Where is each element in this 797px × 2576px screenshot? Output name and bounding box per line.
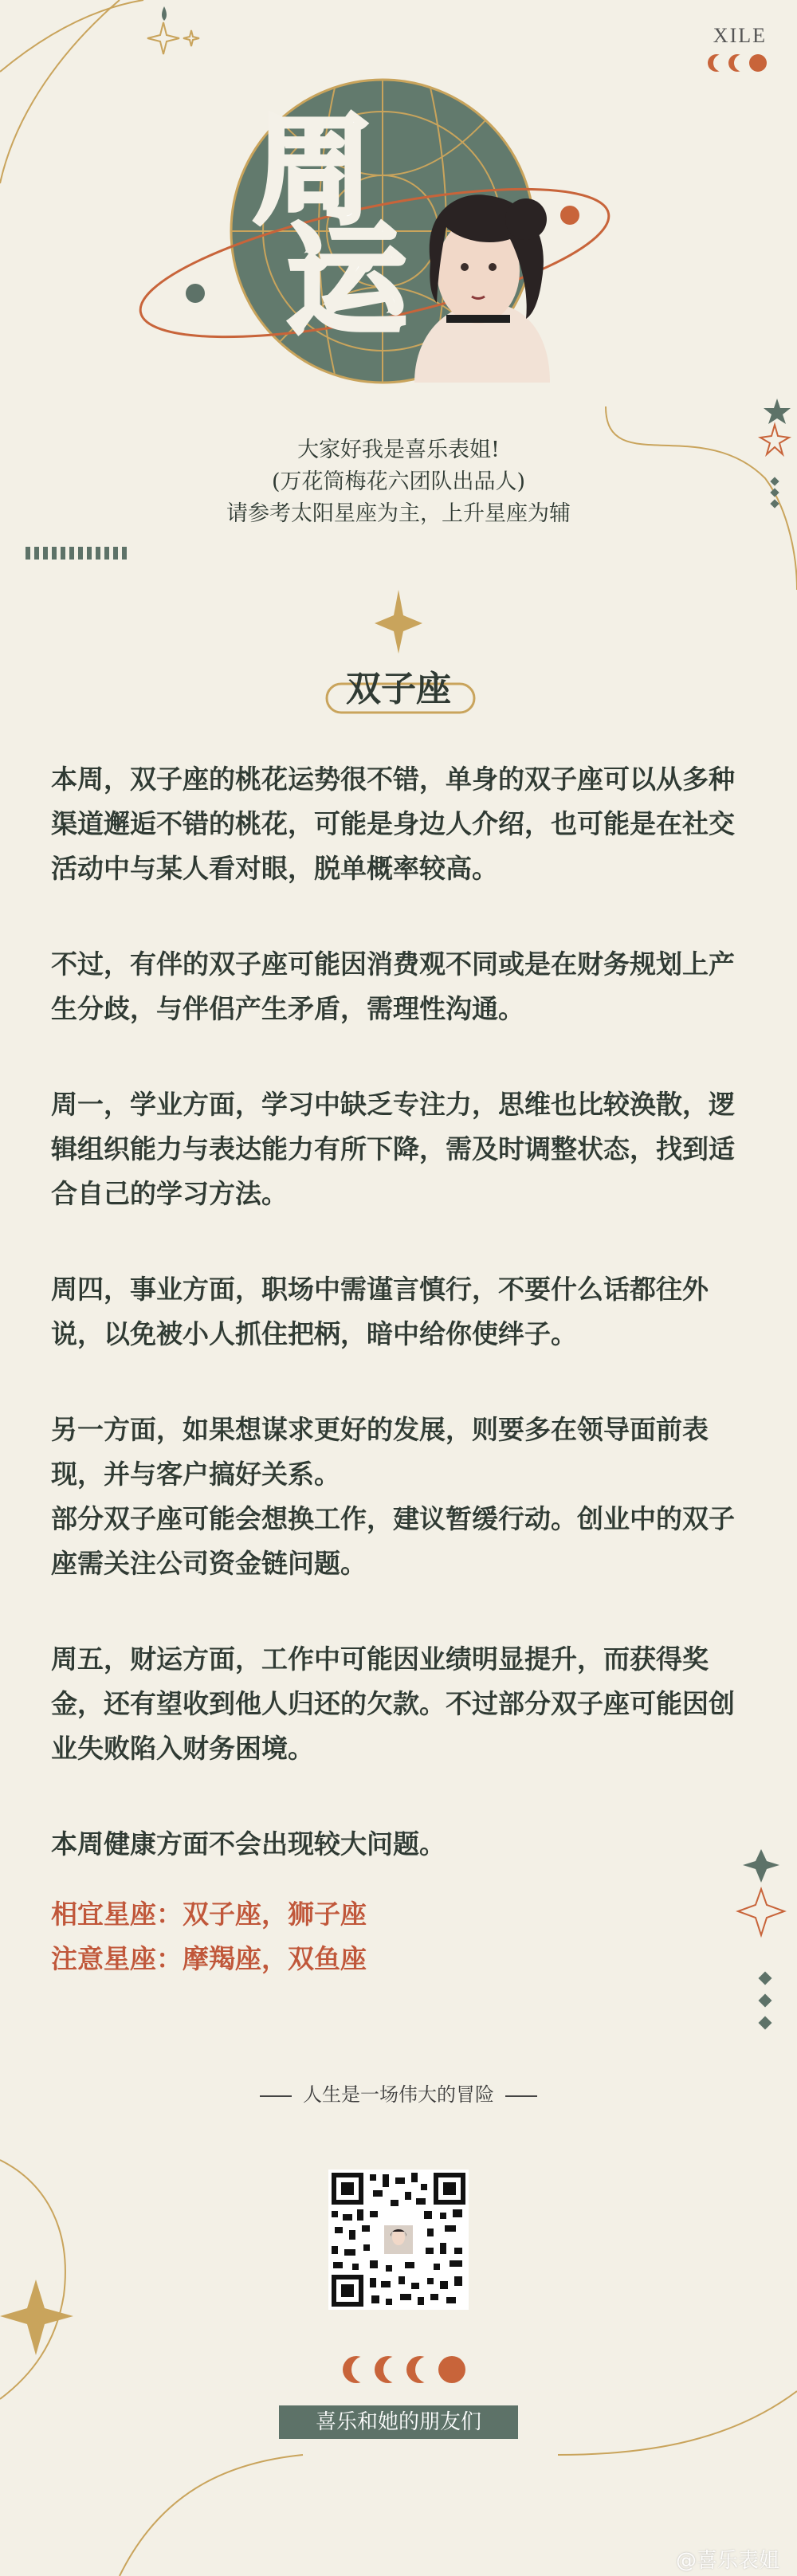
- sparkle-icon: [0, 2280, 73, 2355]
- moon-icon: [728, 54, 746, 72]
- sign-name: 双子座: [346, 669, 451, 709]
- title-char-1: 周: [253, 102, 374, 241]
- moon-icon: [375, 2356, 402, 2383]
- motto: [0, 2079, 797, 2107]
- horoscope-content: [51, 757, 752, 1981]
- footer-label: 喜乐和她的朋友们: [279, 2405, 518, 2439]
- motto-text: 人生是一场伟大的冒险: [303, 2083, 494, 2106]
- title-char-2: 运: [287, 212, 407, 351]
- paragraph-relationship: 不过，有伴的双子座可能因消费观不同或是在财务规划上产生分歧，与伴侣产生矛盾，需理性沟通。: [51, 948, 735, 1024]
- paragraph-job-change: 部分双子座可能会想换工作，建议暂缓行动。创业中的双子座需关注公司资金链问题。: [51, 1503, 735, 1579]
- sparkle-icon: [375, 590, 422, 654]
- paragraph-love: 本周，双子座的桃花运势很不错，单身的双子座可以从多种渠道邂逅不错的桃花，可能是身边人介绍，也可能是在社交活动中与某人看对眼，脱单概率较高。: [51, 764, 735, 884]
- moon-icons: [708, 54, 767, 72]
- brand-logo: XILE: [713, 24, 767, 47]
- intro-line-2: (万花筒梅花六团队出品人): [271, 469, 526, 494]
- intro-line-3: 请参考太阳星座为主，上升星座为辅: [226, 501, 571, 526]
- compatible-signs: 相宜星座：双子座，狮子座: [51, 1899, 367, 1930]
- qr-code[interactable]: [328, 2170, 469, 2310]
- sign-header: [319, 654, 478, 717]
- paragraph-study: 周一，学业方面，学习中缺乏专注力，思维也比较涣散，逻辑组织能力与表达能力有所下降，需及时调整状态，找到适合自己的学习方法。: [51, 1089, 735, 1209]
- caution-signs: 注意星座：摩羯座，双鱼座: [51, 1943, 367, 1974]
- paragraph-health: 本周健康方面不会出现较大问题。: [51, 1828, 446, 1859]
- decorative-bars: [26, 547, 127, 560]
- moon-icon: [343, 2356, 370, 2383]
- paragraph-wealth: 周五，财运方面，工作中可能因业绩明显提升，而获得奖金，还有望收到他人归还的欠款。不过部分双子座可能因创业失败陷入财务困境。: [51, 1643, 735, 1764]
- paragraph-development: 另一方面，如果想谋求更好的发展，则要多在领导面前表现，并与客户搞好关系。: [51, 1414, 709, 1490]
- paragraph-career: 周四，事业方面，职场中需谨言慎行，不要什么话都往外说，以免被小人抓住把柄，暗中给你使绊子。: [51, 1274, 709, 1349]
- moon-icon: [406, 2356, 434, 2383]
- watermark: @喜乐表姐: [675, 2549, 779, 2573]
- diamond-icon: [759, 1972, 772, 2030]
- sparkle-icon: [147, 6, 199, 54]
- moon-icon: [438, 2356, 465, 2383]
- moon-icon: [749, 54, 767, 72]
- moon-icons-footer: [343, 2356, 465, 2383]
- intro-line-1: 大家好我是喜乐表姐!: [297, 438, 500, 462]
- moon-icon: [708, 54, 725, 72]
